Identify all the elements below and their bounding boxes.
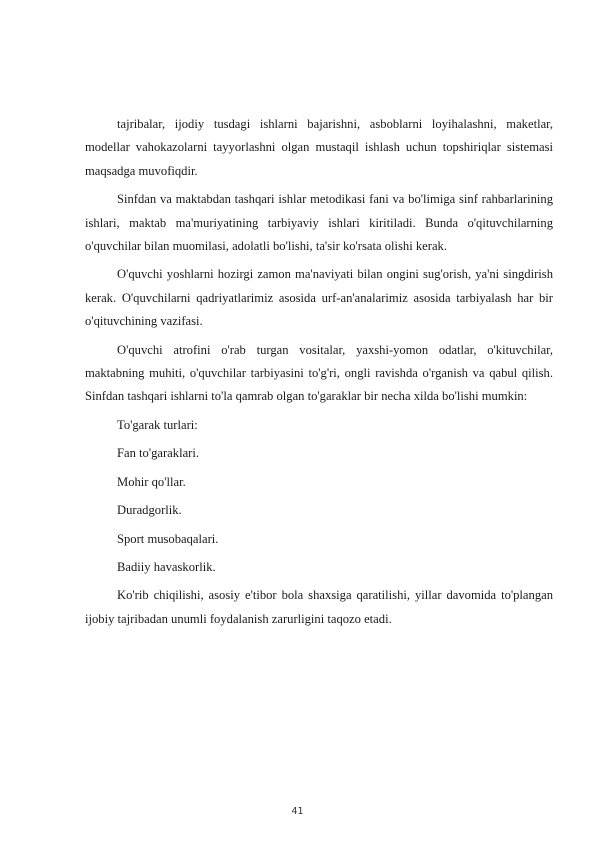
paragraph: Sinfdan va maktabdan tashqari ishlar metodikasi fani va bo'limiga sinf rahbarlarining ishlari, maktab ma'muriyatining tarbiyaviy ishlari kiritiladi. Bunda o'qituvchilarning o'quvchilar bilan muomilasi, adolatli bo'lishi, ta'sir ko'rsata olishi kerak. xyxy=(85,192,553,254)
page-number: 41 xyxy=(291,806,304,817)
list-item: Duradgorlik. xyxy=(117,503,182,518)
paragraph: O'quvchi atrofini o'rab turgan vositalar, yaxshi-yomon odatlar, o'kituvchilar, maktabning muhiti, o'quvchilar tarbiyasini to'g'ri, ongli ravishda o'rganish va qabul qilish. Sinfdan tashqari ishlarni to'la qamrab olgan to'garaklar bir necha xilda bo'lishi mumkin: xyxy=(85,342,553,404)
document-body xyxy=(85,113,553,631)
closing-paragraph: Ko'rib chiqilishi, asosiy e'tibor bola shaxsiga qaratilishi, yillar davomida to'plangan ijobiy tajribadan unumli foydalanish zarurligini taqozo etadi. xyxy=(85,588,553,626)
list-item: Mohir qo'llar. xyxy=(117,474,186,489)
list-item: Sport musobaqalari. xyxy=(117,531,219,546)
paragraph: tajribalar, ijodiy tusdagi ishlarni bajarishni, asboblarni loyihalashni, maketlar, modellar vahokazolarni tayyorlashni olgan mustaqil ishlash uchun topshiriqlar sistemasi maqsadga muvofiqdir. xyxy=(85,117,553,178)
paragraph: O'quvchi yoshlarni hozirgi zamon ma'naviyati bilan ongini sug'orish, ya'ni singdirish kerak. O'quvchilarni qadriyatlarimiz asosida urf-an'analarimiz asosida tarbiyalash har bir o'qituvchining vazifasi. xyxy=(85,267,553,329)
list-item: To'garak turlari: xyxy=(117,417,198,432)
list-item: Badiiy havaskorlik. xyxy=(117,559,216,574)
list-item: Fan to'garaklari. xyxy=(117,446,200,461)
list xyxy=(85,414,553,579)
